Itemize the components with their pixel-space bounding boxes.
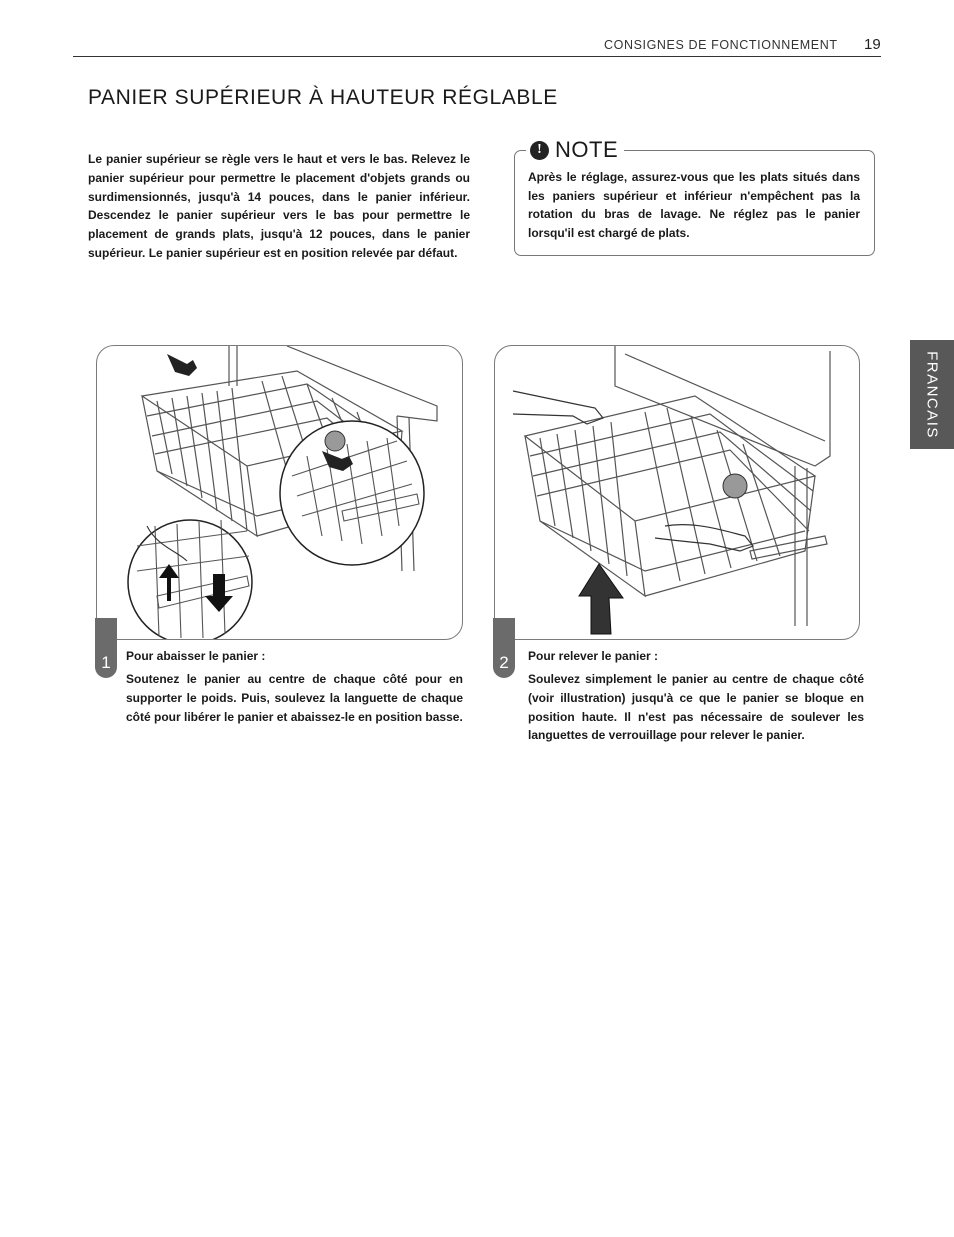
step-1-title: Pour abaisser le panier :: [126, 649, 266, 663]
step-1-badge-tail: [95, 618, 117, 648]
step-1-text: Soutenez le panier au centre de chaque côté pour en supporter le poids. Puis, soulevez la languette de chaque côté pour libérer le panier et abaissez-le en position basse.: [126, 672, 463, 724]
illustration-raise-basket: [494, 345, 860, 640]
step-1-badge: 1: [95, 646, 117, 678]
note-header: [526, 136, 624, 164]
step-2-text: Soulevez simplement le panier au centre de chaque côté (voir illustration) jusqu'à ce que le panier se bloque en position haute. Il n'est pas nécessaire de soulever les languettes de verrouillage pour relever le panier.: [528, 672, 864, 743]
step-2-badge-tail: [493, 618, 515, 648]
step-2-title: Pour relever le panier :: [528, 649, 659, 663]
language-tab: [910, 340, 954, 449]
step-2-badge: 2: [493, 646, 515, 678]
illustration-lower-basket: [96, 345, 463, 640]
note-text: Après le réglage, assurez-vous que les plats situés dans les paniers supérieur et inférieur n'empêchent pas la rotation du bras de lavage. Ne réglez pas le panier lorsqu'il est chargé de plats.: [528, 170, 860, 240]
running-header: CONSIGNES DE FONCTIONNEMENT: [604, 38, 838, 52]
page-number: 19: [864, 36, 881, 53]
basket-raise-drawing: [495, 346, 860, 640]
header-divider: [73, 56, 881, 57]
language-tab-label: FRANCAIS: [923, 350, 941, 439]
intro-paragraph: Le panier supérieur se règle vers le haut et vers le bas. Relevez le panier supérieur pour permettre le placement d'objets grands ou surdimensionnés, jusqu'à 14 pouces, dans le panier inférieur. Descendez le panier supérieur vers le bas pour permettre le placement de grands plats, jusqu'à 12 pouces, dans le panier supérieur. Le panier supérieur est en position relevée par défaut.: [88, 152, 470, 260]
basket-lower-drawing: [97, 346, 463, 640]
exclamation-icon: !: [530, 141, 549, 160]
note-title: NOTE: [555, 137, 619, 162]
page-title: PANIER SUPÉRIEUR À HAUTEUR RÉGLABLE: [88, 86, 558, 109]
